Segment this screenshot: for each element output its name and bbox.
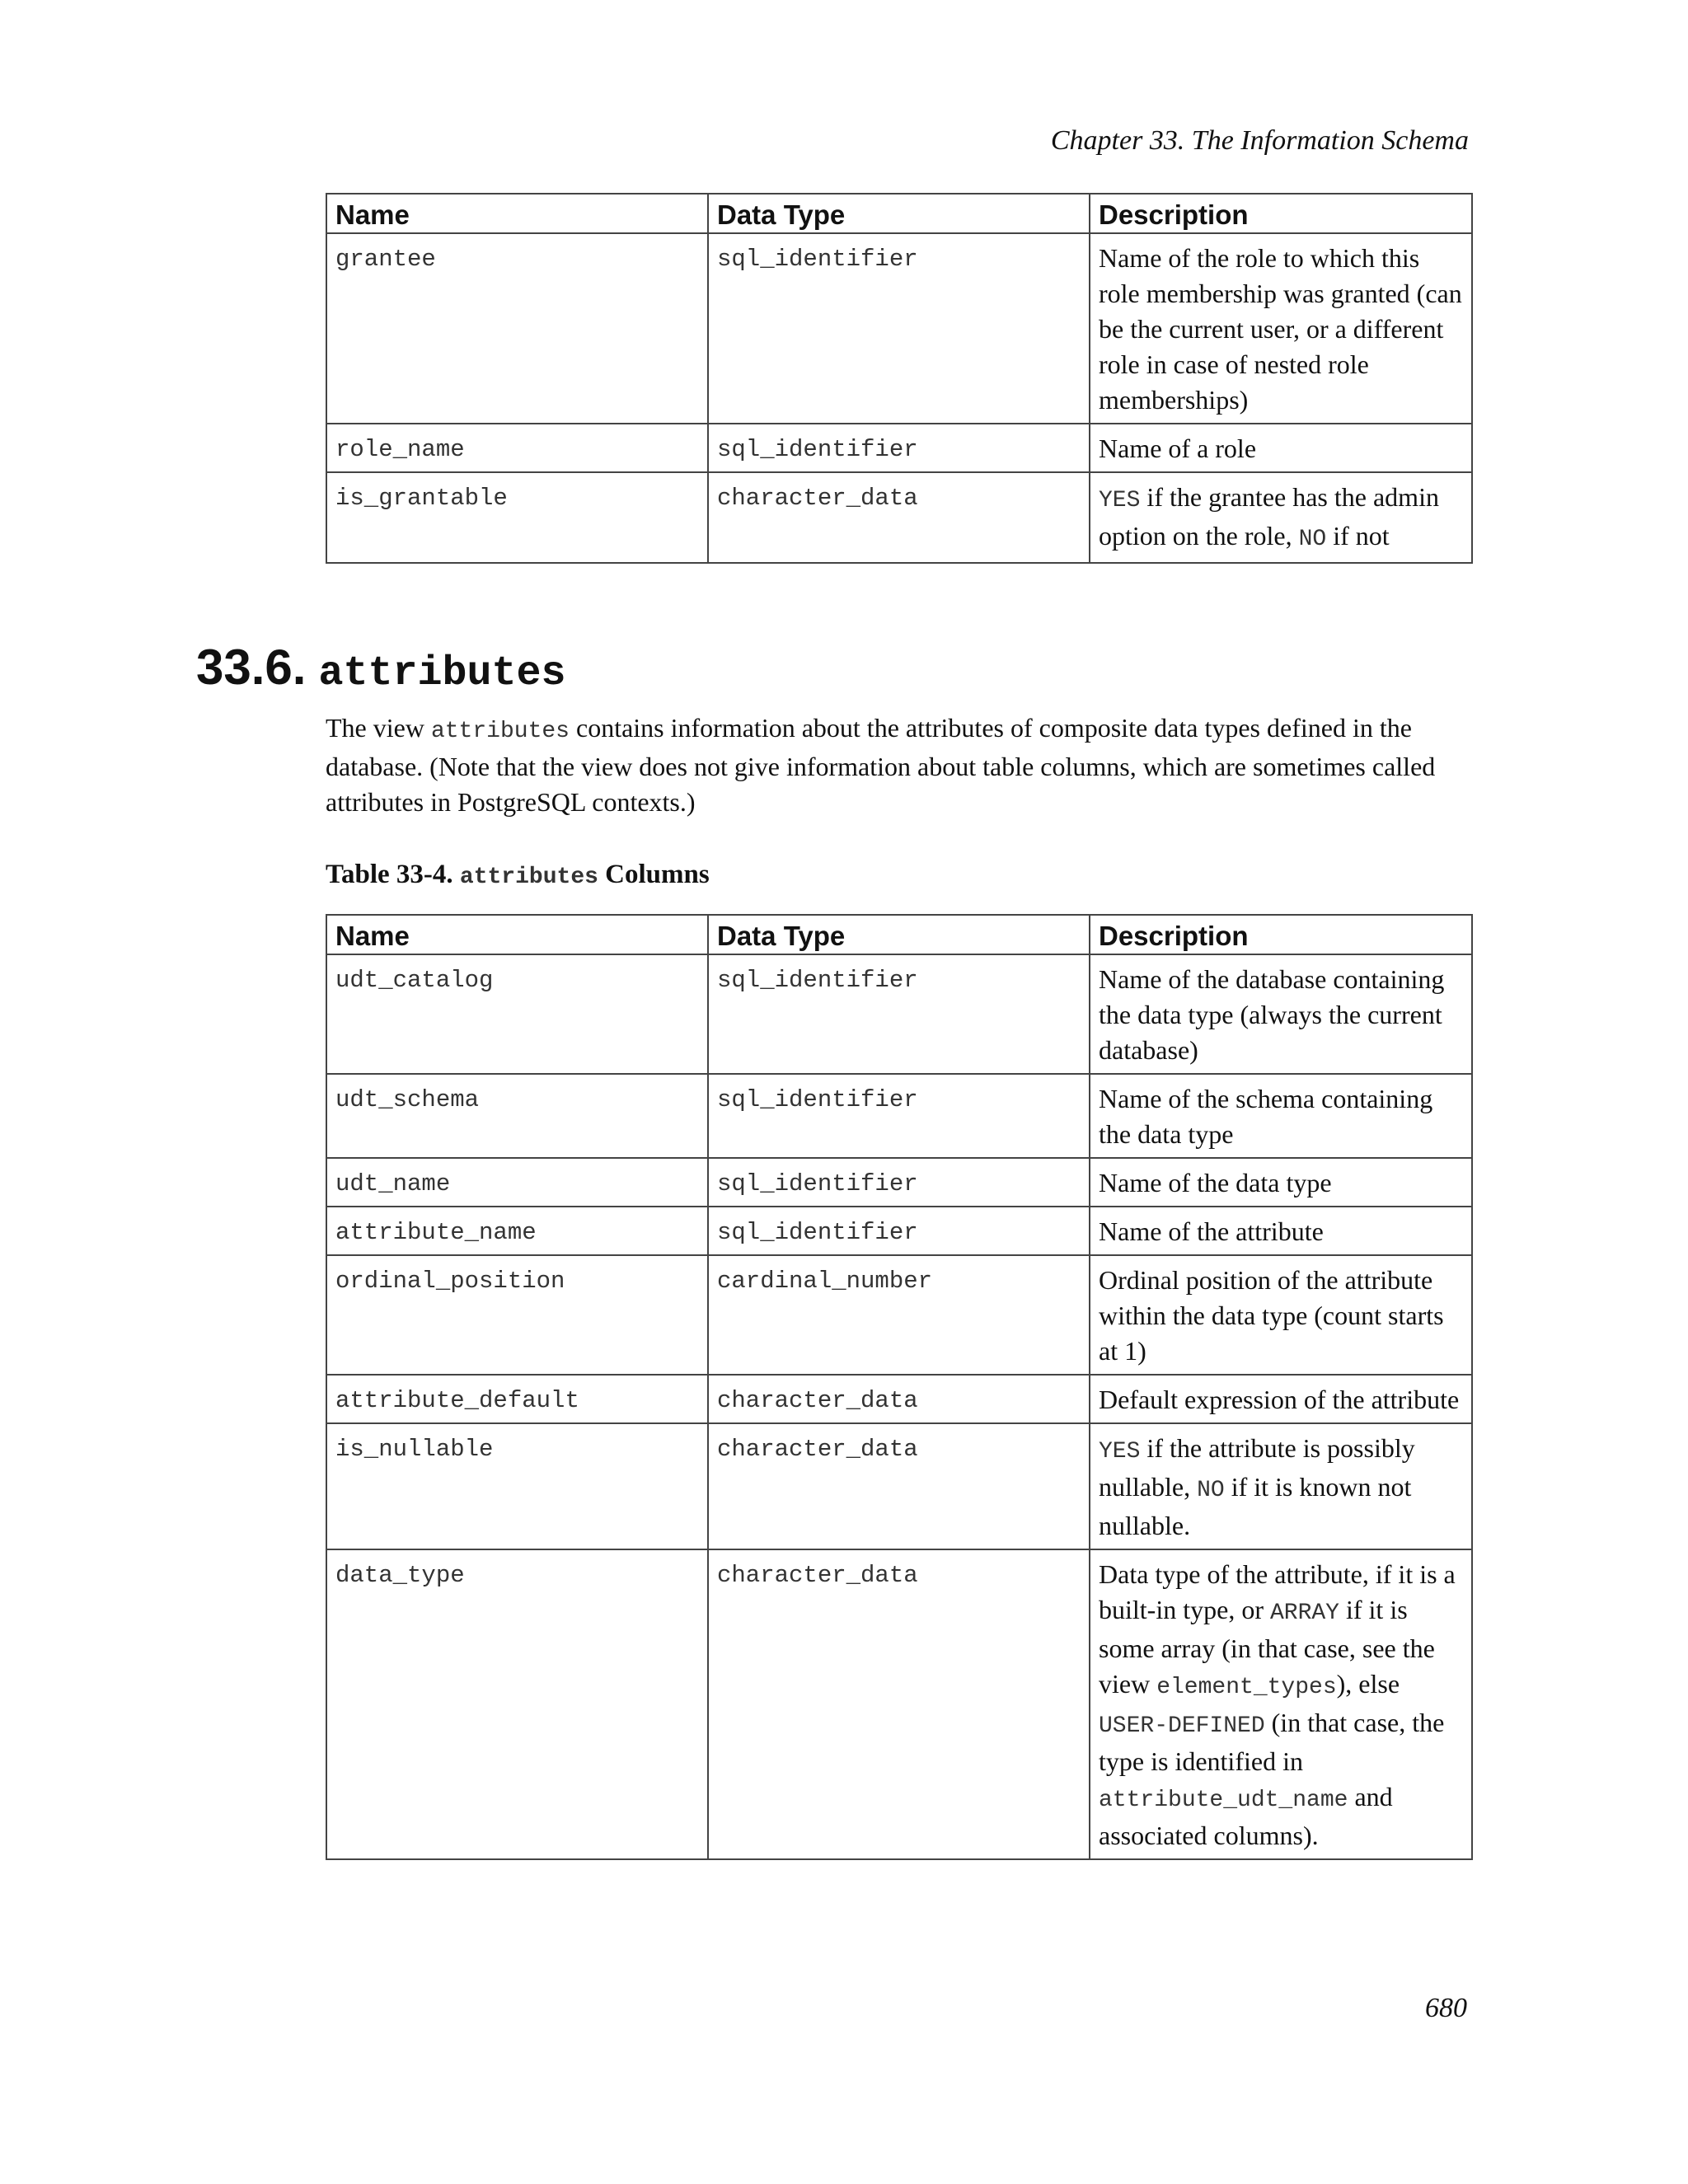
code-literal: NO — [1298, 527, 1327, 552]
table-row — [326, 472, 1472, 563]
table-row — [326, 1255, 1472, 1375]
column-name-cell: attribute_name — [326, 1207, 708, 1255]
data-type-cell: character_data — [708, 1375, 1090, 1423]
data-type-cell: sql_identifier — [708, 1074, 1090, 1158]
caption-code: attributes — [459, 865, 598, 890]
column-header-description: Description — [1090, 194, 1472, 233]
column-header-description: Description — [1090, 915, 1472, 954]
description-cell — [1090, 1549, 1472, 1859]
description-cell — [1090, 1423, 1472, 1549]
code-literal: YES — [1099, 488, 1141, 513]
data-type-cell: sql_identifier — [708, 424, 1090, 472]
description-cell: Name of a role — [1090, 424, 1472, 472]
table-caption — [326, 860, 710, 890]
column-name-cell: attribute_default — [326, 1375, 708, 1423]
code-literal: ARRAY — [1269, 1601, 1339, 1626]
column-name-cell: is_grantable — [326, 472, 708, 563]
role-membership-table — [326, 193, 1473, 564]
table-row — [326, 1549, 1472, 1859]
table-row — [326, 1158, 1472, 1207]
column-header-name: Name — [326, 915, 708, 954]
attributes-columns-table — [326, 914, 1473, 1860]
table-row — [326, 1074, 1472, 1158]
table-header-row — [326, 915, 1472, 954]
column-name-cell: udt_schema — [326, 1074, 708, 1158]
data-type-cell: sql_identifier — [708, 954, 1090, 1074]
description-text: if not — [1326, 521, 1390, 551]
description-text: Data type of the attribute, if it is a built-in type, or — [1099, 1559, 1456, 1624]
table-row — [326, 954, 1472, 1074]
data-type-cell: cardinal_number — [708, 1255, 1090, 1375]
column-name-cell: grantee — [326, 233, 708, 424]
table-row — [326, 1207, 1472, 1255]
intro-paragraph — [326, 710, 1471, 820]
table-row — [326, 233, 1472, 424]
description-cell — [1090, 472, 1472, 563]
table-row — [326, 1423, 1472, 1549]
caption-label: Table 33-4. — [326, 860, 460, 889]
description-text: and associated columns). — [1099, 1782, 1393, 1850]
description-text: (in that case, the type is identified in — [1099, 1708, 1445, 1776]
column-name-cell: udt_name — [326, 1158, 708, 1207]
description-cell: Name of the database containing the data type (always the current database) — [1090, 954, 1472, 1074]
column-name-cell: ordinal_position — [326, 1255, 708, 1375]
section-number: 33.6. — [196, 640, 307, 695]
description-cell: Name of the role to which this role membership was granted (can be the current user, or a different role in case of nested role memberships) — [1090, 233, 1472, 424]
description-cell: Name of the data type — [1090, 1158, 1472, 1207]
column-name-cell: data_type — [326, 1549, 708, 1859]
paragraph-text: The view — [326, 713, 431, 743]
data-type-cell: character_data — [708, 1423, 1090, 1549]
description-text: if it is some array (in that case, see the view — [1099, 1595, 1435, 1699]
paragraph-text: contains information about the attributes of composite data types defined in the database. (Note that the view does not give information about table columns, which are sometimes called attributes in PostgreSQL contexts.) — [326, 713, 1436, 817]
data-type-cell: character_data — [708, 472, 1090, 563]
data-type-cell: character_data — [708, 1549, 1090, 1859]
description-text: ), else — [1336, 1669, 1400, 1699]
code-literal: YES — [1099, 1439, 1141, 1465]
table-row — [326, 424, 1472, 472]
code-literal: USER-DEFINED — [1099, 1713, 1265, 1739]
data-type-cell: sql_identifier — [708, 233, 1090, 424]
description-text: if the grantee has the admin option on the role, — [1099, 482, 1439, 551]
section-heading — [196, 639, 566, 697]
page-number: 680 — [1425, 1993, 1467, 2023]
table-header-row — [326, 194, 1472, 233]
table-row — [326, 1375, 1472, 1423]
code-literal: NO — [1197, 1478, 1225, 1503]
code-literal: element_types — [1156, 1675, 1337, 1700]
section-title: attributes — [318, 650, 566, 697]
data-type-cell: sql_identifier — [708, 1158, 1090, 1207]
column-name-cell: is_nullable — [326, 1423, 708, 1549]
column-name-cell: udt_catalog — [326, 954, 708, 1074]
data-type-cell: sql_identifier — [708, 1207, 1090, 1255]
caption-suffix: Columns — [598, 860, 710, 889]
description-cell: Default expression of the attribute — [1090, 1375, 1472, 1423]
code-literal: attribute_udt_name — [1099, 1788, 1348, 1813]
description-cell: Name of the schema containing the data type — [1090, 1074, 1472, 1158]
description-cell: Ordinal position of the attribute within the data type (count starts at 1) — [1090, 1255, 1472, 1375]
column-name-cell: role_name — [326, 424, 708, 472]
description-cell: Name of the attribute — [1090, 1207, 1472, 1255]
description-text: if it is known not nullable. — [1099, 1472, 1412, 1540]
column-header-name: Name — [326, 194, 708, 233]
running-header: Chapter 33. The Information Schema — [1050, 125, 1469, 156]
code-literal: attributes — [430, 719, 570, 744]
column-header-data-type: Data Type — [708, 194, 1090, 233]
description-text: if the attribute is possibly nullable, — [1099, 1433, 1415, 1502]
column-header-data-type: Data Type — [708, 915, 1090, 954]
